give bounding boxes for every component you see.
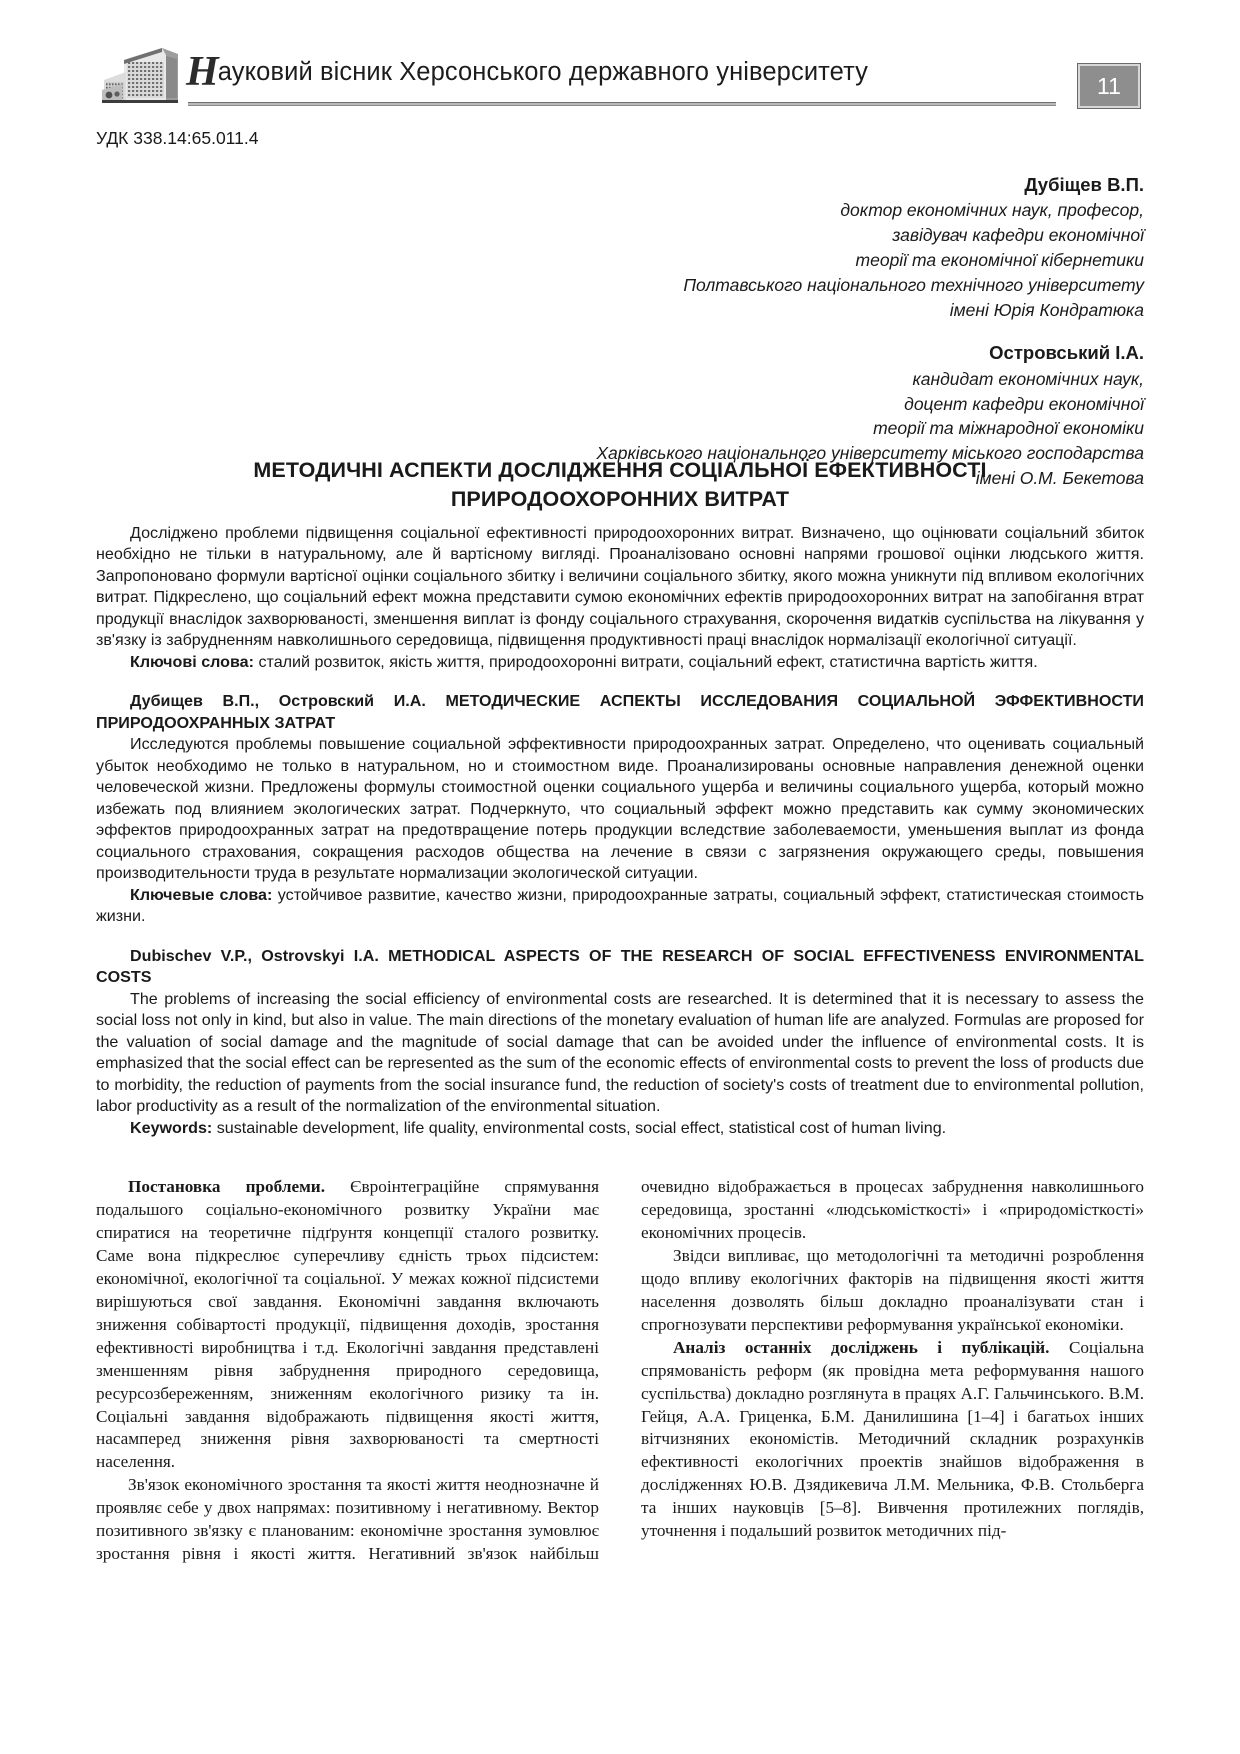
running-header [100, 46, 1140, 108]
body-paragraph-text: Соціальна спрямованість реформ (як провідна мета реформування нашого суспільства) докладно розглянута в працях А.Г. Гальчинського. В.М. Гейця, А.А. Гриценка, Б.М. Данилишина [1–4] і багатьох інших вітчизняних економістів. Методичний складник розрахунків ефективності екологічних проектів знайшов відображення в дослідженнях Ю.В. Дзядикевича Л.М. Мельника, Ф.В. Стольберга та інших науковців [5–8]. Вивчення протилежних поглядів, уточнення і подальший розвиток методичних під- [641, 1337, 1144, 1541]
article-title [170, 456, 1070, 514]
author-entry [384, 172, 1144, 322]
body-paragraph-text: Зв'язок економічного зростання та якості життя неоднозначне й проявляє себе у двох напрямах: позитивному і негативному. Вектор позитивного зв'язку є планованим: економічне зростання зумовлює зростання рівня і якості життя. Негативний зв'язок найбільш очевидно відображається в процесах забруднення навколишнього середовища, зростанні «людськомісткості» і «природомісткості» економічних процесів. [96, 1177, 1144, 1564]
body-paragraph [96, 1176, 599, 1474]
abstract-uk [96, 523, 1144, 673]
author-name: Островський І.А. [989, 342, 1144, 364]
udc-code: УДК 338.14:65.011.4 [96, 128, 259, 148]
header-divider [188, 102, 1056, 106]
abstract-uk-keywords-label: Ключові слова: [130, 652, 254, 671]
body-paragraph [641, 1245, 1144, 1337]
journal-title [186, 49, 869, 95]
author-affiliation-line: імені Юрія Кондратюка [949, 299, 1144, 320]
abstract-ru [96, 691, 1144, 927]
author-affiliation-line: завідувач кафедри економічної [892, 225, 1144, 246]
abstract-en-keywords: sustainable development, life quality, environmental costs, social effect, statistical cost of human living. [212, 1118, 947, 1137]
body-paragraph-text: Євроінтеграційне спрямування подальшого соціально-економічного розвитку України має спиратися на теоретичне підґрунтя концепції сталого розвитку. Саме вона підкреслює суперечливу єдність трьох підсистем: економічної, екологічної та соціальної. У межах кожної підсистеми вирішуються свої завдання. Економічні завдання включають зниження собівартості продукції, підвищення доходів, зростання ефективності виробництва і т.д. Екологічні завдання представлені зменшенням рівня забруднення природного середовища, ресурсозбереженням, зниженням екологічного ризику та ін. Соціальні завдання відображають підвищення якості життя, насамперед зниження рівня захворюваності та смертності населення. [96, 1177, 599, 1472]
author-affiliation-line: Полтавського національного технічного університету [683, 274, 1144, 295]
abstract-section [96, 523, 1144, 1148]
body-section-heading: Постановка проблеми. [128, 1177, 325, 1196]
body-paragraph [641, 1337, 1144, 1544]
article-title-line: ПРИРОДООХОРОННИХ ВИТРАТ [450, 486, 790, 511]
body-paragraph-text: Звідси випливає, що методологічні та методичні розроблення щодо впливу екологічних факторів на підвищення якості життя населення дозволять більш докладно проаналізувати стан і спрогнозувати перспективи реформування української економіки. [641, 1245, 1144, 1334]
author-affiliation-line: доцент кафедри економічної [904, 393, 1144, 414]
abstract-ru-heading: Дубищев В.П., Островский И.А. МЕТОДИЧЕСКИЕ АСПЕКТЫ ИССЛЕДОВАНИЯ СОЦИАЛЬНОЙ ЭФФЕКТИВНОСТИ ПРИРОДООХРАННЫХ ЗАТРАТ [96, 692, 1144, 732]
abstract-ru-keywords: устойчивое развитие, качество жизни, природоохранные затраты, социальный эффект, статистическая стоимость жизни. [96, 885, 1144, 926]
university-building-logo-icon [100, 46, 192, 106]
author-affiliation-line: Харківського національного університету міського господарства [596, 443, 1144, 464]
journal-title-dropcap: Н [186, 49, 219, 95]
author-affiliation-line: теорії та економічної кібернетики [855, 249, 1144, 270]
abstract-uk-keywords: сталий розвиток, якість життя, природоохоронні витрати, соціальний ефект, статистична вартість життя. [253, 652, 1038, 671]
article-title-line: МЕТОДИЧНІ АСПЕКТИ ДОСЛІДЖЕННЯ СОЦІАЛЬНОЇ ЕФЕКТИВНОСТІ [253, 458, 987, 482]
article-body [96, 1176, 1144, 1646]
abstract-uk-text: Досліджено проблеми підвищення соціальної ефективності природоохоронних витрат. Визначено, що оцінювати соціальний збиток необхідно не тільки в натуральному, але й вартісному вигляді. Проаналізовано основні напрями грошової оцінки людського життя. Запропоновано формули вартісної оцінки соціального збитку і величини соціального збитку, якого можна уникнути під впливом екологічних витрат. Підкреслено, що соціальний ефект можна представити сумою економічних ефектів природоохоронних витрат на запобігання втрат продукції внаслідок захворюваності, зменшення виплат із фонду соціального страхування, скорочення видатків суспільства на лікування у зв'язку із забрудненням навколишнього середовища, підвищення продуктивності праці внаслідок нормалізації екологічної ситуації. [96, 524, 1144, 650]
page-number: 11 [1097, 73, 1121, 99]
author-name: Дубіщев В.П. [1024, 174, 1144, 195]
abstract-ru-text: Исследуются проблемы повышение социальной эффективности природоохранных затрат. Определено, что оценивать социальный убыток необходимо не только в натуральном, но и стоимостном виде. Проанализированы основные направления денежной оценки человеческой жизни. Предложены формулы стоимостной оценки социального ущерба и величины социального ущерба, который можно избежать под влиянием экологических затрат. Подчеркнуто, что социальный эффект можно представить как сумму экономических эффектов природоохранных затрат на предотвращение потерь продукции вследствие заболеваемости, уменьшения выплат из фонда социального страхования, сокращения расходов общества на лечение в связи с загрязнения окружающего среды, повышения производительности труда в результате нормализации экологической ситуации. [96, 735, 1144, 883]
journal-title-text: ауковий вісник Херсонського державного університету [217, 58, 869, 86]
abstract-en-keywords-label: Keywords: [130, 1118, 213, 1137]
author-affiliation-line: кандидат економічних наук, [912, 368, 1144, 389]
author-affiliation-line: імені О.М. Бекетова [975, 468, 1144, 489]
abstract-en-heading: Dubischev V.P., Ostrovskyi I.A. METHODICAL ASPECTS OF THE RESEARCH OF SOCIAL EFFECTIVENESS ENVIRONMENTAL COSTS [96, 946, 1144, 987]
abstract-en [96, 946, 1144, 1139]
page-number-badge [1078, 64, 1140, 108]
author-affiliation-line: теорії та міжнародної економіки [873, 418, 1144, 439]
abstract-ru-keywords-label: Ключевые слова: [130, 885, 273, 904]
abstract-en-text: The problems of increasing the social efficiency of environmental costs are researched. It is determined that it is necessary to assess the social loss not only in kind, but also in value. The main directions of the monetary evaluation of human life are analyzed. Formulas are proposed for the valuation of social damage and the magnitude of social damage that can be avoided under the influence of environmental costs. It is emphasized that the social effect can be represented as the sum of the economic effects of environmental costs to prevent the loss of products due to morbidity, the reduction of payments from the social insurance fund, the reduction of society's costs of treatment due to environmental pollution, labor productivity as a result of the normalization of the environmental situation. [96, 989, 1144, 1116]
body-section-heading: Аналіз останніх досліджень і публікацій. [673, 1337, 1050, 1357]
author-list [384, 172, 1144, 491]
author-affiliation-line: доктор економічних наук, професор, [840, 200, 1144, 221]
